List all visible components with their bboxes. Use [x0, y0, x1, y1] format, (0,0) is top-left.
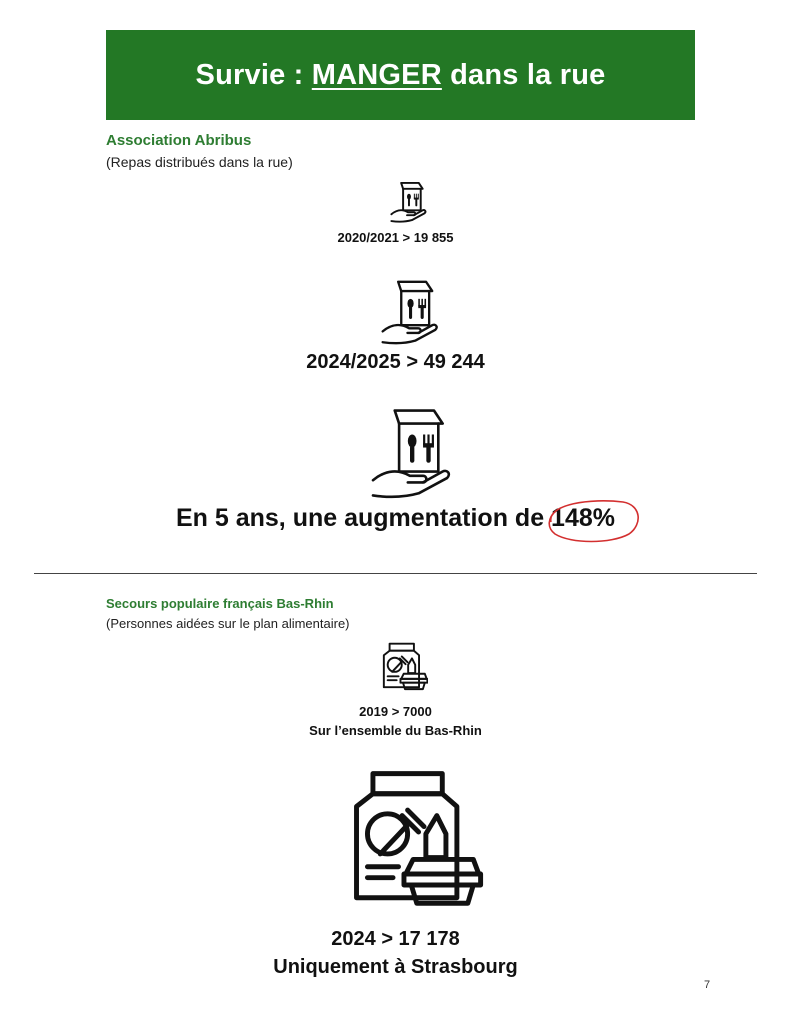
stat-2024-2025: 2024/2025 > 49 244	[306, 351, 485, 373]
food-bag-hand-icon	[378, 277, 440, 347]
stat-2019: 2019 > 7000	[359, 704, 432, 719]
stat-2024-note: Uniquement à Strasbourg	[273, 956, 518, 978]
increase-statement: En 5 ans, une augmentation de 148%	[0, 504, 791, 533]
secours-section-subtitle: (Personnes aidées sur le plan alimentaire)	[106, 616, 350, 631]
increase-highlight: 148%	[551, 504, 615, 533]
abribus-section-subtitle: (Repas distribués dans la rue)	[106, 154, 293, 170]
food-package-icon	[380, 642, 428, 694]
abribus-section-title: Association Abribus	[106, 132, 252, 149]
page-title: Survie : MANGER dans la rue	[195, 58, 606, 91]
food-package-icon	[340, 770, 488, 916]
food-bag-hand-icon	[388, 180, 428, 224]
food-bag-hand-icon	[366, 404, 454, 502]
stat-2019-note: Sur l’ensemble du Bas-Rhin	[309, 723, 482, 738]
section-divider	[34, 573, 757, 574]
red-circle-mark	[541, 494, 645, 546]
title-banner	[106, 30, 695, 120]
stat-2024: 2024 > 17 178	[331, 928, 460, 950]
secours-section-title: Secours populaire français Bas-Rhin	[106, 596, 334, 611]
page-number: 7	[704, 979, 711, 991]
stat-2020-2021: 2020/2021 > 19 855	[337, 230, 454, 245]
